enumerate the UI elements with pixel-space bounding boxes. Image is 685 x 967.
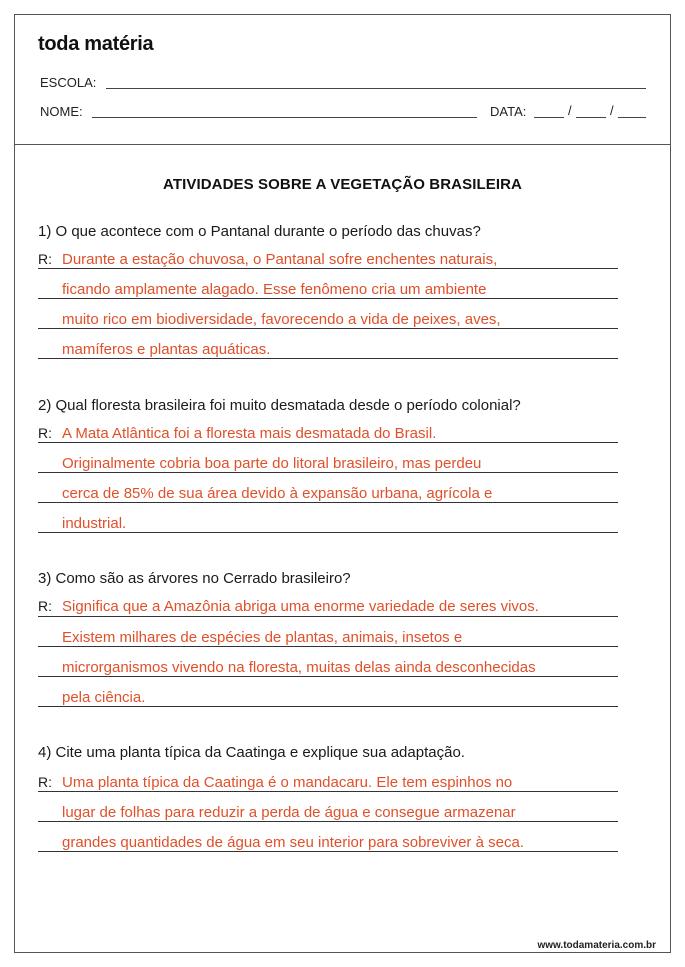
answer-2-line-4: industrial. — [62, 515, 127, 532]
answer-rule — [38, 298, 618, 299]
footer-url: www.todamateria.com.br — [537, 940, 656, 951]
answer-rule — [38, 646, 618, 647]
answer-rule — [38, 268, 618, 269]
answer-rule — [38, 791, 618, 792]
date-separator: / — [568, 103, 572, 118]
header-divider — [15, 144, 670, 145]
answer-rule — [38, 358, 618, 359]
answer-1-line-4: mamíferos e plantas aquáticas. — [62, 341, 271, 358]
answer-rule — [38, 821, 618, 822]
answer-4-line-3: grandes quantidades de água em seu interior para sobreviver à seca. — [62, 834, 524, 851]
escola-field[interactable] — [106, 88, 646, 89]
answer-prefix: R: — [38, 774, 52, 790]
date-year-field[interactable] — [618, 117, 646, 118]
date-separator: / — [610, 103, 614, 118]
worksheet-title: ATIVIDADES SOBRE A VEGETAÇÃO BRASILEIRA — [163, 176, 522, 193]
answer-3-line-3: microrganismos vivendo na floresta, muitas delas ainda desconhecidas — [62, 659, 536, 676]
answer-rule — [38, 706, 618, 707]
answer-3-line-4: pela ciência. — [62, 689, 146, 706]
answer-4-line-2: lugar de folhas para reduzir a perda de água e consegue armazenar — [62, 804, 516, 821]
answer-1-line-1: Durante a estação chuvosa, o Pantanal sofre enchentes naturais, — [62, 251, 498, 268]
brand-logo: toda matéria — [38, 33, 154, 55]
escola-label: ESCOLA: — [40, 75, 97, 90]
answer-rule — [38, 502, 618, 503]
data-label: DATA: — [490, 104, 527, 119]
question-1: 1) O que acontece com o Pantanal durante o período das chuvas? — [38, 223, 481, 240]
answer-prefix: R: — [38, 598, 52, 614]
answer-rule — [38, 616, 618, 617]
nome-label: NOME: — [40, 104, 83, 119]
question-3: 3) Como são as árvores no Cerrado brasileiro? — [38, 570, 351, 587]
answer-2-line-3: cerca de 85% de sua área devido à expansão urbana, agrícola e — [62, 485, 493, 502]
answer-rule — [38, 442, 618, 443]
answer-4-line-1: Uma planta típica da Caatinga é o mandacaru. Ele tem espinhos no — [62, 774, 513, 791]
date-day-field[interactable] — [534, 117, 564, 118]
nome-field[interactable] — [92, 117, 477, 118]
answer-rule — [38, 472, 618, 473]
answer-prefix: R: — [38, 425, 52, 441]
answer-rule — [38, 851, 618, 852]
answer-1-line-3: muito rico em biodiversidade, favorecendo a vida de peixes, aves, — [62, 311, 501, 328]
answer-2-line-1: A Mata Atlântica foi a floresta mais desmatada do Brasil. — [62, 425, 437, 442]
answer-3-line-2: Existem milhares de espécies de plantas, animais, insetos e — [62, 629, 463, 646]
answer-2-line-2: Originalmente cobria boa parte do litoral brasileiro, mas perdeu — [62, 455, 482, 472]
answer-prefix: R: — [38, 251, 52, 267]
answer-1-line-2: ficando amplamente alagado. Esse fenômeno cria um ambiente — [62, 281, 487, 298]
answer-3-line-1: Significa que a Amazônia abriga uma enorme variedade de seres vivos. — [62, 598, 539, 615]
answer-rule — [38, 676, 618, 677]
question-2: 2) Qual floresta brasileira foi muito desmatada desde o período colonial? — [38, 397, 521, 414]
date-month-field[interactable] — [576, 117, 606, 118]
answer-rule — [38, 532, 618, 533]
answer-rule — [38, 328, 618, 329]
question-4: 4) Cite uma planta típica da Caatinga e explique sua adaptação. — [38, 744, 465, 761]
